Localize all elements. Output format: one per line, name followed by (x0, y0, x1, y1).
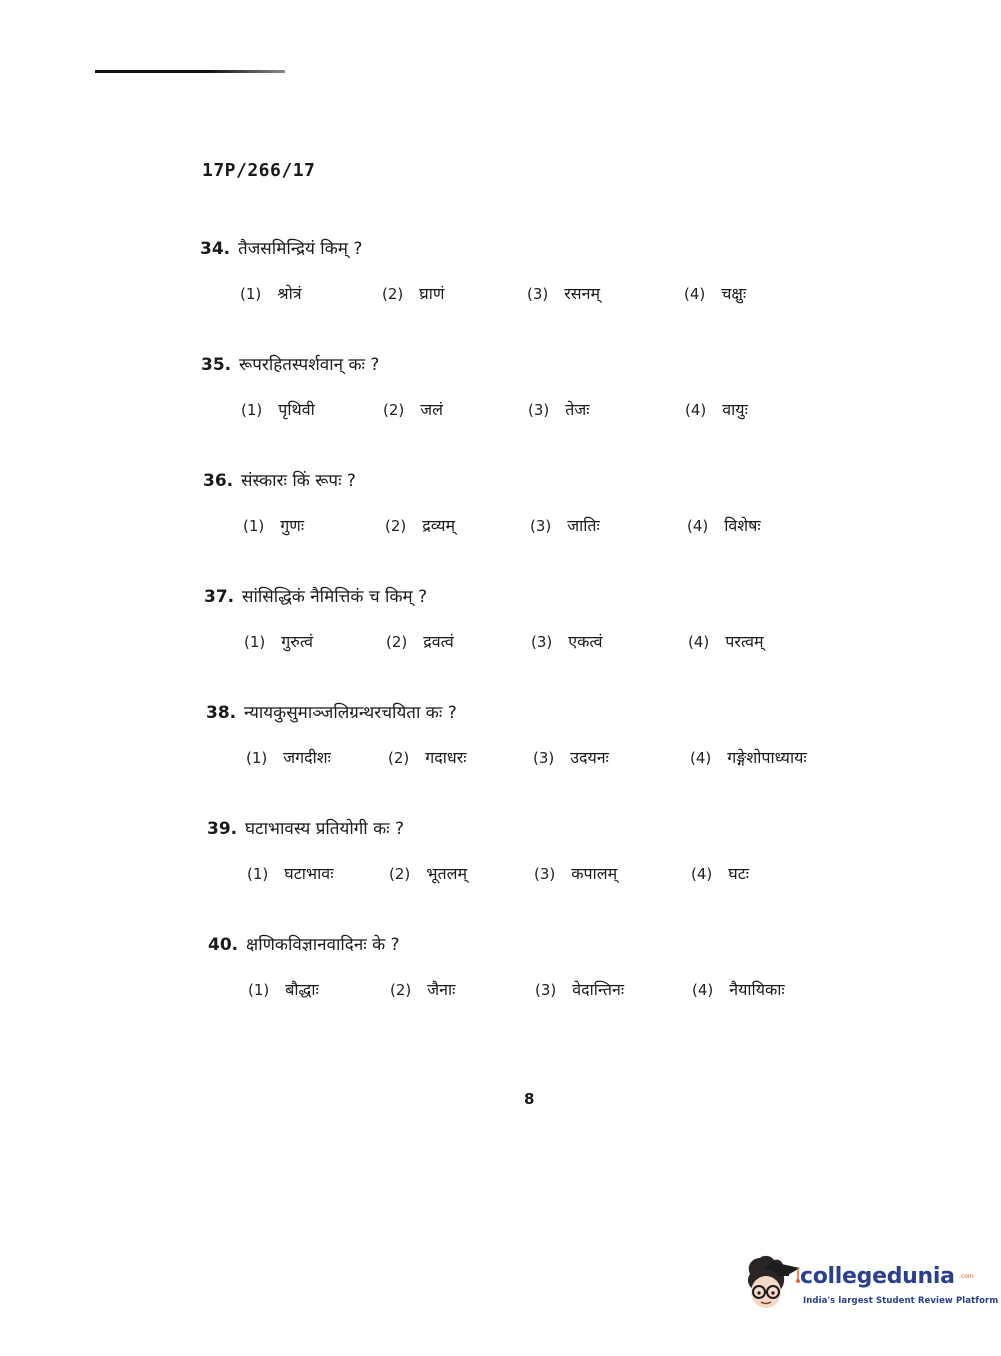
option-number: (1) (243, 517, 265, 535)
question-text: न्यायकुसुमाञ्जलिग्रन्थरचयिता कः ? (244, 703, 457, 723)
option-text: गदाधरः (425, 748, 467, 767)
paper-code: 17P/266/17 (202, 160, 316, 181)
collegedunia-watermark (742, 1252, 999, 1314)
option-number: (2) (390, 981, 412, 999)
brand-name: collegedunia (800, 1264, 955, 1289)
option-number: (2) (385, 517, 407, 535)
option-number: (3) (534, 865, 556, 883)
option-text: घटाभावः (284, 864, 334, 883)
option-number: (4) (684, 285, 706, 303)
option-text: जैनाः (427, 980, 456, 999)
option-number: (2) (383, 401, 405, 419)
option-number: (4) (685, 401, 707, 419)
option-number: (2) (382, 285, 404, 303)
options-list (248, 978, 848, 1008)
question-text: तैजसमिन्द्रियं किम् ? (238, 239, 363, 259)
option-4 (685, 398, 748, 420)
question-34 (200, 236, 840, 326)
option-number: (4) (692, 981, 714, 999)
option-3 (528, 398, 589, 420)
options-list (240, 282, 840, 312)
option-2 (386, 630, 454, 652)
option-number: (3) (527, 285, 549, 303)
question-text: सांसिद्धिकं नैमित्तिकं च किम् ? (242, 587, 428, 607)
option-text: बौद्धाः (285, 980, 319, 999)
option-2 (389, 862, 467, 884)
option-text: उदयनः (570, 748, 609, 767)
question-number: 39. (207, 819, 238, 839)
question-text: क्षणिकविज्ञानवादिनः के ? (246, 935, 400, 955)
option-number: (1) (248, 981, 270, 999)
option-text: एकत्वं (568, 632, 603, 651)
question-35 (201, 352, 841, 442)
question-text: रूपरहितस्पर्शवान् कः ? (239, 355, 380, 375)
options-list (247, 862, 847, 892)
option-number: (2) (386, 633, 408, 651)
option-number: (3) (528, 401, 550, 419)
question-40 (208, 932, 848, 1022)
option-number: (1) (246, 749, 268, 767)
question-text: घटाभावस्य प्रतियोगी कः ? (245, 819, 405, 839)
option-1 (248, 978, 319, 1000)
page-number: 8 (524, 1090, 535, 1108)
question-37 (204, 584, 844, 674)
option-text: वायुः (722, 400, 748, 419)
option-4 (687, 514, 761, 536)
question-number: 38. (206, 703, 237, 723)
option-number: (2) (389, 865, 411, 883)
option-number: (4) (687, 517, 709, 535)
option-1 (241, 398, 315, 420)
question-number: 36. (203, 471, 234, 491)
option-text: चक्षुः (721, 284, 747, 303)
option-text: गुरुत्वं (281, 632, 313, 651)
option-number: (1) (241, 401, 263, 419)
question-text: संस्कारः किं रूपः ? (241, 471, 356, 491)
option-4 (691, 862, 749, 884)
option-4 (692, 978, 785, 1000)
option-text: द्रव्यम् (422, 516, 456, 535)
option-number: (3) (531, 633, 553, 651)
option-text: श्रोत्रं (277, 284, 302, 303)
options-list (241, 398, 841, 428)
option-3 (531, 630, 603, 652)
option-2 (388, 746, 467, 768)
option-number: (2) (388, 749, 410, 767)
option-number: (3) (533, 749, 555, 767)
option-text: परत्वम् (725, 632, 764, 651)
option-number: (4) (690, 749, 712, 767)
option-1 (246, 746, 331, 768)
brand-tagline: India's largest Student Review Platform (803, 1296, 999, 1306)
option-1 (243, 514, 304, 536)
option-text: नैयायिकाः (729, 980, 785, 999)
option-text: द्रवत्वं (423, 632, 454, 651)
option-3 (535, 978, 624, 1000)
brand-tld: .com (959, 1273, 974, 1280)
option-text: रसनम् (564, 284, 601, 303)
option-2 (385, 514, 455, 536)
option-text: जगदीशः (283, 748, 331, 767)
option-text: विशेषः (724, 516, 761, 535)
option-number: (3) (530, 517, 552, 535)
top-rule-divider (95, 70, 285, 73)
options-list (244, 630, 844, 660)
option-text: पृथिवी (278, 400, 315, 419)
option-text: जातिः (567, 516, 600, 535)
option-number: (4) (688, 633, 710, 651)
option-text: तेजः (565, 400, 590, 419)
option-1 (247, 862, 333, 884)
option-3 (527, 282, 600, 304)
option-number: (1) (244, 633, 266, 651)
option-text: गङ्गेशोपाध्यायः (727, 748, 807, 767)
question-39 (207, 816, 847, 906)
option-text: घ्राणं (419, 284, 445, 303)
option-number: (3) (535, 981, 557, 999)
question-number: 40. (208, 935, 239, 955)
option-4 (688, 630, 764, 652)
options-list (246, 746, 846, 776)
option-text: गुणः (280, 516, 305, 535)
option-4 (690, 746, 807, 768)
option-2 (382, 282, 444, 304)
option-number: (1) (247, 865, 269, 883)
question-36 (203, 468, 843, 558)
option-number: (1) (240, 285, 262, 303)
option-text: घटः (728, 864, 750, 883)
option-2 (390, 978, 455, 1000)
question-number: 35. (201, 355, 232, 375)
option-number: (4) (691, 865, 713, 883)
option-3 (533, 746, 609, 768)
option-4 (684, 282, 746, 304)
option-1 (240, 282, 302, 304)
collegedunia-mascot-icon (742, 1252, 802, 1314)
option-3 (530, 514, 600, 536)
option-3 (534, 862, 617, 884)
option-text: वेदान्तिनः (572, 980, 625, 999)
options-list (243, 514, 843, 544)
option-text: जलं (420, 400, 443, 419)
question-number: 37. (204, 587, 235, 607)
option-text: कपालम् (571, 864, 618, 883)
question-38 (206, 700, 846, 790)
option-1 (244, 630, 313, 652)
question-number: 34. (200, 239, 231, 259)
option-2 (383, 398, 443, 420)
option-text: भूतलम् (426, 864, 468, 883)
